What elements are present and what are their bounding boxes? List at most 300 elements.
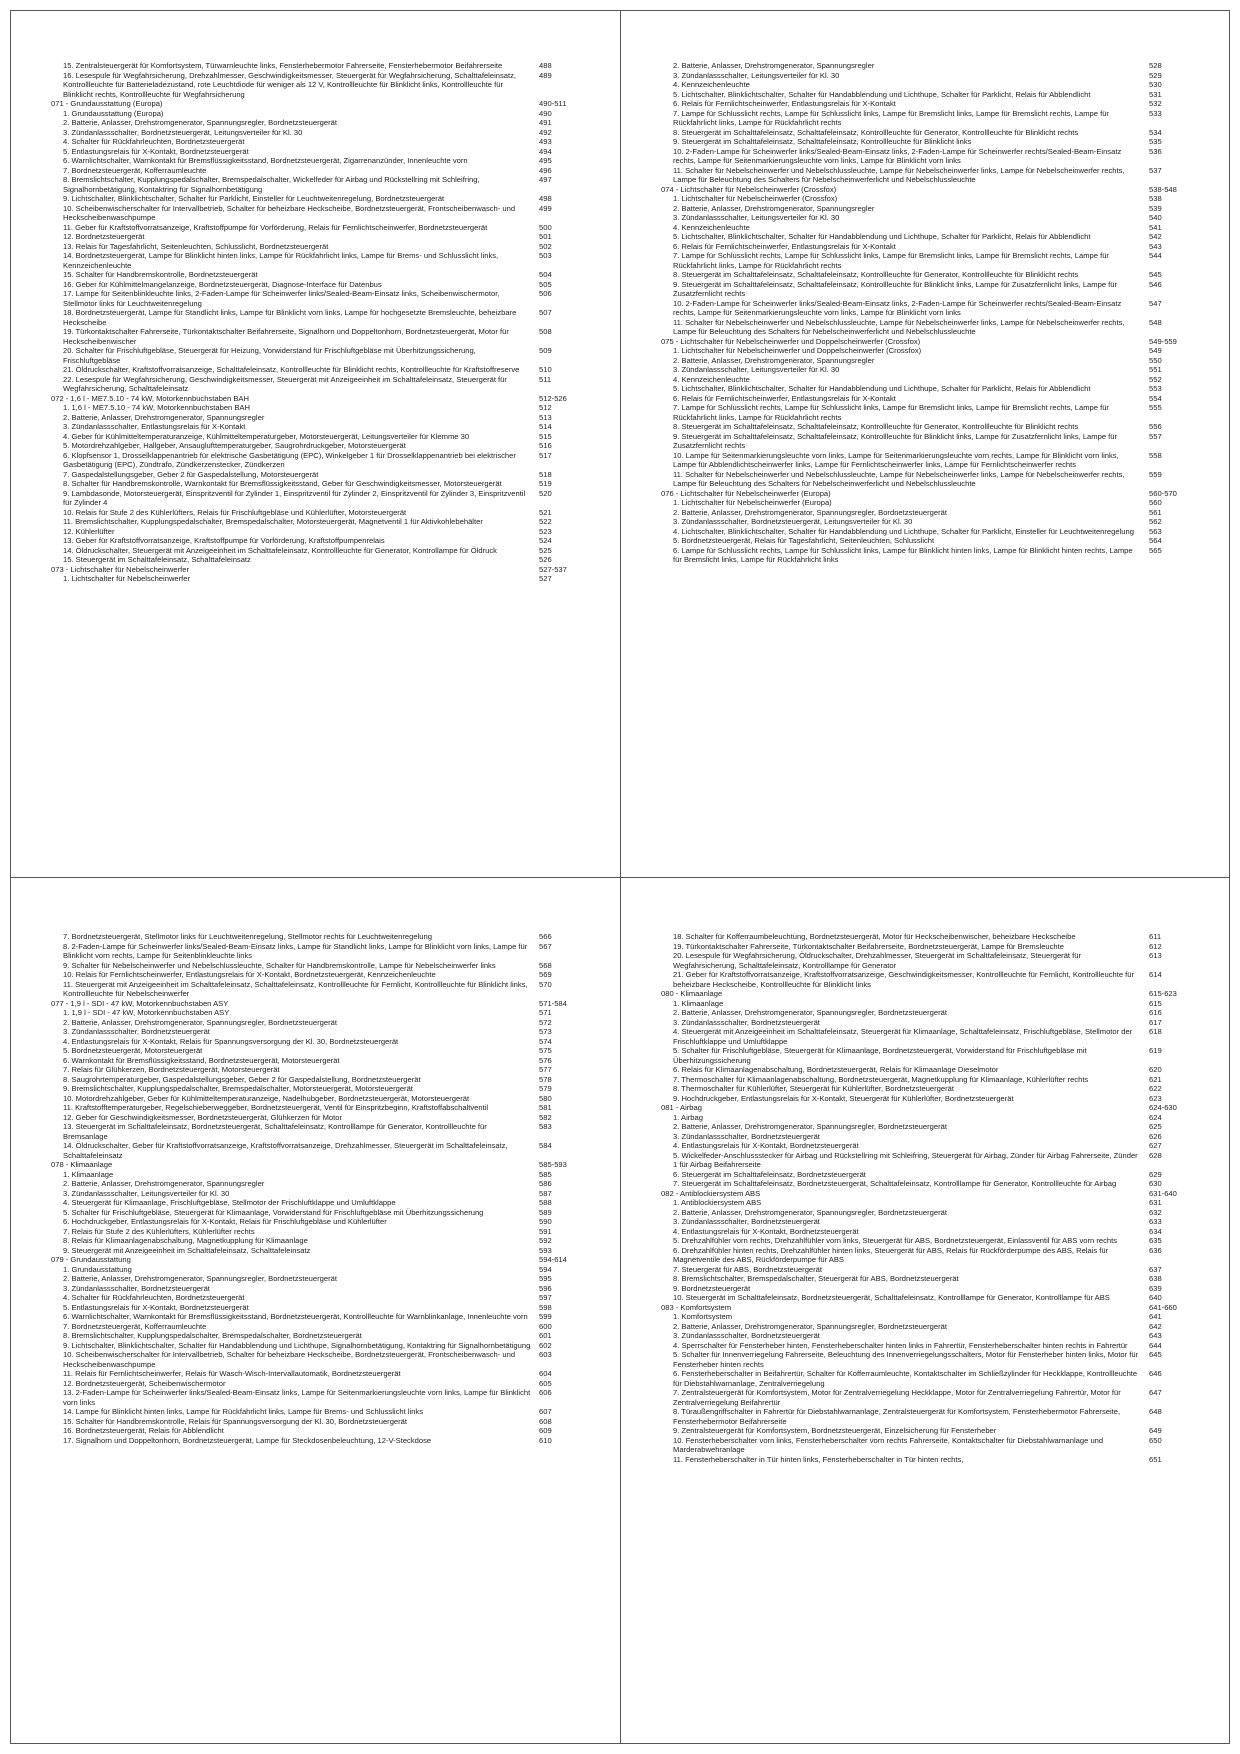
toc-page-number: 609	[539, 1426, 552, 1435]
toc-item	[41, 489, 601, 508]
toc-page-number: 523	[539, 526, 552, 536]
toc-entry-text: 7. Lampe für Schlusslicht rechts, Lampe für Schlusslicht links, Lampe für Bremslicht links, Lampe für Bremslicht rechts, Lampe für Rückfahrlicht links, Lampe für Rückfahrlicht rechts	[673, 251, 1109, 270]
toc-entry-text: 1. Lichtschalter für Nebelscheinwerfer	[63, 574, 191, 583]
toc-page-number: 540	[1149, 213, 1162, 222]
toc-item	[651, 1350, 1211, 1369]
toc-page-number: 509	[539, 346, 552, 355]
toc-section-heading	[651, 989, 1211, 999]
toc-page-number: 544	[1149, 251, 1162, 260]
toc-item	[41, 147, 601, 157]
toc-entry-text: 3. Zündanlassschalter, Bordnetzsteuergerät	[673, 1131, 820, 1141]
toc-page-number: 511	[539, 374, 552, 384]
toc-page-number: 536	[1149, 146, 1162, 156]
toc-entry-text: 3. Zündanlassschalter, Leitungsverteiler für Kl. 30	[673, 70, 840, 80]
toc-item	[41, 479, 601, 489]
toc-page-number: 641	[1149, 1312, 1162, 1321]
toc-entry-text: 14. Öldruckschalter, Steuergerät mit Anzeigeeinheit im Schalttafeleinsatz, Kontrollleuchte für Generator, Kontrollampe für Öldruck	[63, 545, 497, 555]
toc-item	[41, 1037, 601, 1047]
toc-item	[651, 1132, 1211, 1142]
toc-page-number: 512	[539, 403, 552, 412]
toc-entry-text: 6. Relais für Fernlichtscheinwerfer, Entlastungsrelais für X-Kontakt	[673, 393, 896, 403]
toc-entry-text: 1. Grundausstattung (Europa)	[63, 108, 164, 118]
toc-item	[41, 1388, 601, 1407]
toc-page-number: 514	[539, 422, 552, 431]
toc-item	[651, 1065, 1211, 1075]
toc-entry-text: 076 - Lichtschalter für Nebelscheinwerfer (Europa)	[661, 488, 831, 498]
toc-page-number: 517	[539, 450, 552, 460]
toc-item	[651, 1084, 1211, 1094]
toc-entry-text: 12. Bordnetzsteuergerät	[63, 232, 145, 241]
toc-page-number: 489	[539, 70, 552, 80]
toc-item	[41, 1170, 601, 1180]
toc-page-number: 631-640	[1149, 1188, 1177, 1198]
toc-page-number: 531	[1149, 89, 1162, 99]
toc-entry-text: 19. Türkontaktschalter Fahrerseite, Türkontaktschalter Beifahrerseite, Bordnetzsteuergerät, Lampe für Bremsleuchte	[673, 941, 1064, 951]
toc-entry-text: 17. Lampe für Seitenblinkleuchte links, 2-Faden-Lampe für Scheinwerfer links/Sealed-Beam-Einsatz links, Scheibenwischermotor, Stellmotor links für Leuchtweitenregelung	[63, 289, 500, 308]
toc-page-number: 564	[1149, 536, 1162, 545]
toc-entry-text: 3. Zündanlassschalter, Bordnetzsteuergerät	[673, 1217, 820, 1226]
toc-page-number: 488	[539, 61, 552, 70]
toc-page-number: 501	[539, 232, 552, 241]
toc-entry-text: 6. Drehzahlfühler hinten rechts, Drehzahlfühler hinten links, Steuergerät für ABS, Relais für Rückförderpumpe des ABS, Relais für Magnetventile des ABS, Rückförderpumpe für ABS	[673, 1245, 1109, 1264]
toc-entry-text: 2. Batterie, Anlasser, Drehstromgenerator, Spannungsregler, Bordnetzsteuergerät	[673, 1122, 947, 1131]
toc-page-number: 590	[539, 1217, 552, 1226]
toc-item	[41, 1094, 601, 1104]
toc-page-number: 518	[539, 469, 552, 479]
toc-entry-text: 16. Bordnetzsteuergerät, Relais für Abblendlicht	[63, 1426, 224, 1435]
toc-item	[41, 1350, 601, 1369]
toc-entry-text: 10. Fensterheberschalter vorn links, Fensterheberschalter vorn rechts Fahrerseite, Kontaktschalter für Diebstahlwarnanlage und Marderabwehranlage	[673, 1435, 1104, 1454]
toc-page-number: 506	[539, 289, 552, 298]
toc-entry-text: 13. 2-Faden-Lampe für Scheinwerfer links/Sealed-Beam-Einsatz links, Lampe für Seitenmarkierungsleuchte vorn links, Lampe für Blinklicht vorn links	[63, 1388, 531, 1407]
toc-entry-text: 9. Lichtschalter, Blinklichtschalter, Schalter für Parklicht, Einsteller für Leuchtweitenregelung, Bordnetzsteuergerät	[63, 194, 445, 203]
toc-page-number: 545	[1149, 270, 1162, 279]
toc-page-number: 496	[539, 165, 552, 175]
toc-entry-text: 6. Lampe für Schlusslicht rechts, Lampe für Schlusslicht links, Lampe für Blinklicht hinten links, Lampe für Blinklicht hinten rechts, Lampe für Bremslicht links, Lampe für Rückfahrlicht links	[673, 545, 1133, 564]
toc-item	[41, 1436, 601, 1446]
toc-item	[651, 1046, 1211, 1065]
toc-entry-text: 9. Bremslichtschalter, Kupplungspedalschalter, Bremspedalschalter, Motorsteuergerät, Motorsteuergerät	[63, 1084, 413, 1093]
toc-page-number: 593	[539, 1245, 552, 1255]
toc-entry-text: 22. Lesespule für Wegfahrsicherung, Geschwindigkeitsmesser, Steuergerät mit Anzeigeeinheit im Schalttafeleinsatz, Steuergerät für Wegfahrsicherung, Schalttafeleinsatz	[63, 374, 507, 393]
toc-entry-text: 077 - 1,9 l - SDI - 47 kW, Motorkennbuchstaben ASY	[51, 998, 229, 1008]
toc-entry-text: 3. Zündanlassschalter, Bordnetzsteuergerät	[63, 1283, 210, 1293]
toc-item	[651, 232, 1211, 242]
toc-page-number: 570	[539, 979, 552, 989]
toc-entry-text: 14. Lampe für Blinklicht hinten links, Lampe für Rückfahrlicht links, Lampe für Brems- und Schlusslicht links	[63, 1407, 424, 1416]
toc-item	[41, 1122, 601, 1141]
toc-entry-text: 079 - Grundausstattung	[51, 1255, 131, 1264]
toc-entry-text: 1. Grundausstattung	[63, 1264, 132, 1274]
toc-page-number: 552	[1149, 374, 1162, 384]
toc-page-number: 582	[539, 1112, 552, 1122]
toc-entry-text: 073 - Lichtschalter für Nebelscheinwerfer	[51, 564, 190, 574]
toc-entry-text: 10. Relais für Stufe 2 des Kühlerlüfters, Relais für Frischluftgebläse und Kühlerlüfter, Motorsteuergerät	[63, 507, 407, 517]
page-divider-horizontal	[11, 877, 1229, 878]
toc-item	[651, 403, 1211, 422]
toc-item	[651, 422, 1211, 432]
toc-item	[651, 204, 1211, 214]
toc-item	[651, 1151, 1211, 1170]
toc-page-number: 571-584	[539, 998, 567, 1008]
toc-item	[41, 1179, 601, 1189]
toc-entry-text: 1. Lichtschalter für Nebelscheinwerfer (Crossfox)	[673, 194, 838, 203]
toc-item	[41, 980, 601, 999]
toc-page-number: 596	[539, 1283, 552, 1293]
toc-page-number: 589	[539, 1207, 552, 1217]
toc-page-number: 513	[539, 412, 552, 422]
toc-item	[41, 223, 601, 233]
toc-item	[651, 951, 1211, 970]
toc-page-number: 573	[539, 1027, 552, 1036]
toc-item	[651, 299, 1211, 318]
toc-entry-text: 4. Sperrschalter für Fensterheber hinten, Fensterheberschalter hinten links in Fahrertür, Fensterheberschalter hinten rechts in Fahrertür	[673, 1340, 1128, 1350]
toc-page-number: 541	[1149, 222, 1162, 232]
toc-entry-text: 7. Steuergerät im Schalttafeleinsatz, Bordnetzsteuergerät, Schalttafeleinsatz, Kontrolllampe für Generator, Kontrollleuchte für Airbag	[673, 1179, 1117, 1188]
toc-item	[41, 1284, 601, 1294]
toc-entry-text: 1. Klimaanlage	[673, 998, 724, 1008]
toc-page-number: 628	[1149, 1150, 1162, 1160]
toc-page-number: 507	[539, 308, 552, 317]
toc-item	[651, 932, 1211, 942]
toc-page-number: 594-614	[539, 1255, 567, 1264]
toc-page-number: 527	[539, 574, 552, 583]
toc-entry-text: 13. Geber für Kraftstoffvorratsanzeige, Kraftstoffpumpe für Vorförderung, Kraftstoffpumpenrelais	[63, 536, 385, 545]
toc-item	[651, 999, 1211, 1009]
page-bottom-left	[11, 878, 621, 1744]
toc-page-number: 640	[1149, 1293, 1162, 1302]
toc-page-number: 599	[539, 1312, 552, 1321]
toc-item	[41, 1018, 601, 1028]
toc-page-number: 637	[1149, 1264, 1162, 1274]
toc-item	[41, 1246, 601, 1256]
toc-item	[41, 413, 601, 423]
toc-page-number: 622	[1149, 1084, 1162, 1093]
toc-page-number: 529	[1149, 70, 1162, 80]
toc-entry-text: 7. Lampe für Schlusslicht rechts, Lampe für Schlusslicht links, Lampe für Bremslicht links, Lampe für Bremslicht rechts, Lampe für Rückfahrlicht links, Lampe für Rückfahrlicht rechts	[673, 403, 1109, 422]
toc-item	[41, 403, 601, 413]
toc-page-number: 519	[539, 479, 552, 488]
toc-entry-text: 071 - Grundausstattung (Europa)	[51, 99, 163, 108]
toc-entry-text: 082 - Antiblockiersystem ABS	[661, 1188, 761, 1198]
toc-page-number: 612	[1149, 941, 1162, 951]
toc-entry-text: 10. 2-Faden-Lampe für Scheinwerfer links/Sealed-Beam-Einsatz links, 2-Faden-Lampe für Scheinwerfer rechts/Sealed-Beam-Einsatz rechts, Lampe für Seitenmarkierungsleuchte vorn links, Lampe für Blinklicht vorn links	[673, 298, 1122, 317]
toc-entry-text: 2. Batterie, Anlasser, Drehstromgenerator, Spannungsregler	[673, 355, 875, 365]
toc-entry-text: 5. Schalter für Frischluftgebläse, Steuergerät für Klimaanlage, Bordnetzsteuergerät, Vorwiderstand für Frischluftgebläse mit Überhitzungssicherung	[673, 1046, 1087, 1065]
toc-page-number: 601	[539, 1331, 552, 1340]
toc-entry-text: 6. Warnkontakt für Bremsflüssigkeitsstand, Bordnetzsteuergerät, Motorsteuergerät	[63, 1055, 340, 1065]
toc-item	[651, 1018, 1211, 1028]
toc-entry-text: 15. Zentralsteuergerät für Komfortsystem, Türwarnleuchte links, Fensterhebermotor Fahrerseite, Fensterhebermotor Beifahrerseite	[63, 61, 503, 70]
toc-item	[651, 1293, 1211, 1303]
toc-item	[41, 1056, 601, 1066]
toc-entry-text: 2. Batterie, Anlasser, Drehstromgenerator, Spannungsregler	[63, 412, 265, 422]
toc-item	[41, 1417, 601, 1427]
toc-item	[41, 156, 601, 166]
toc-item	[41, 1027, 601, 1037]
toc-item	[41, 574, 601, 584]
toc-item	[41, 970, 601, 980]
toc-item	[651, 1246, 1211, 1265]
toc-item	[651, 194, 1211, 204]
toc-section-heading	[651, 185, 1211, 195]
toc-entry-text: 11. Schalter für Nebelscheinwerfer und Nebelschlussleuchte, Lampe für Nebelscheinwerfer links, Lampe für Nebelscheinwerfer rechts, Lampe für Beleuchtung des Schalters für Nebelscheinwerferlicht und Nebelschlussleuchte	[673, 165, 1125, 184]
toc-page-number: 624	[1149, 1112, 1162, 1122]
toc-item	[651, 1141, 1211, 1151]
toc-entry-text: 4. Steuergerät mit Anzeigeeinheit im Schalttafeleinsatz, Steuergerät für Klimaanlage, Schalttafeleinsatz, Frischluftgebläse, Stellmotor der Frischluftklappe und Umluftklappe	[673, 1027, 1133, 1046]
toc-page-number: 527-537	[539, 564, 567, 574]
toc-entry-text: 074 - Lichtschalter für Nebelscheinwerfer (Crossfox)	[661, 184, 837, 194]
toc-item	[651, 1312, 1211, 1322]
toc-item	[41, 1198, 601, 1208]
toc-page-number: 587	[539, 1188, 552, 1198]
toc-item	[41, 1227, 601, 1237]
toc-item	[41, 1141, 601, 1160]
toc-item	[41, 508, 601, 518]
toc-entry-text: 11. Steuergerät mit Anzeigeeinheit im Schalttafeleinsatz, Schalttafeleinsatz, Kontrollleuchte für Fernlicht, Kontrollleuchte für Blinklicht links, Kontrollleuchte für Nebelscheinwerfer	[63, 979, 528, 998]
toc-page-number: 631	[1149, 1198, 1162, 1207]
toc-item	[651, 71, 1211, 81]
toc-page-number: 505	[539, 279, 552, 289]
toc-item	[41, 194, 601, 204]
toc-item	[41, 432, 601, 442]
toc-entry-text: 9. Lambdasonde, Motorsteuergerät, Einspritzventil für Zylinder 1, Einspritzventil für Zylinder 2, Einspritzventil für Zylinder 3, Einspritzventil für Zylinder 4	[63, 488, 526, 507]
toc-page-number: 645	[1149, 1350, 1162, 1359]
toc-page-number: 537	[1149, 165, 1162, 175]
toc-item	[651, 80, 1211, 90]
toc-item	[651, 1208, 1211, 1218]
toc-entry-text: 081 - Airbag	[661, 1103, 702, 1112]
toc-page-number: 530	[1149, 80, 1162, 89]
toc-entry-text: 6. Warnlichtschalter, Warnkontakt für Bremsflüssigkeitsstand, Bordnetzsteuergerät, Kontrollleuchte für Warnblinkanlage, Innenleuchte vorn	[63, 1312, 528, 1321]
toc-entry-text: 8. Relais für Klimaanlagenabschaltung, Magnetkupplung für Klimaanlage	[63, 1236, 308, 1245]
toc-page-number: 520	[539, 488, 552, 498]
toc-entry-text: 7. Bordnetzsteuergerät, Kofferraumleuchte	[63, 165, 207, 175]
toc-item	[41, 1084, 601, 1094]
toc-section-heading	[41, 999, 601, 1009]
toc-page-number: 607	[539, 1407, 552, 1416]
toc-entry-text: 4. Schalter für Rückfahrleuchten, Bordnetzsteuergerät	[63, 1293, 245, 1302]
toc-entry-text: 14. Bordnetzsteuergerät, Lampe für Blinklicht hinten links, Lampe für Rückfahrlicht links, Lampe für Brems- und Schlusslicht links, Kennzeichenleuchte	[63, 251, 499, 270]
toc-item	[41, 166, 601, 176]
toc-item	[41, 109, 601, 119]
toc-page-number: 572	[539, 1017, 552, 1027]
toc-entry-text: 4. Steuergerät für Klimaanlage, Frischluftgebläse, Stellmotor der Frischluftklappe und Umluftklappe	[63, 1198, 396, 1207]
toc-item	[651, 546, 1211, 565]
toc-entry-text: 6. Klopfsensor 1, Drosselklappenantrieb für elektrische Gasbetätigung (EPC), Winkelgeber 1 für Drosselklappenantrieb bei elektrischer Gasbetätigung (EPC), Zündtrafo, Zündkerzenstecker, Zündkerzen	[63, 450, 516, 469]
toc-page-number: 538-548	[1149, 184, 1177, 194]
toc-entry-text: 5. Entlastungsrelais für X-Kontakt, Bordnetzsteuergerät	[63, 146, 249, 156]
toc-item	[651, 1274, 1211, 1284]
toc-page-number: 528	[1149, 61, 1162, 70]
page-bottom-right	[621, 878, 1231, 1744]
toc-page-number: 510	[539, 365, 552, 374]
toc-section-heading	[651, 1189, 1211, 1199]
toc-page-number: 490	[539, 108, 552, 118]
toc-item	[41, 375, 601, 394]
toc-page-number: 525	[539, 545, 552, 555]
toc-page-number: 615	[1149, 998, 1162, 1008]
toc-item	[651, 498, 1211, 508]
toc-page-number: 566	[539, 932, 552, 941]
toc-page-number: 502	[539, 241, 552, 251]
toc-entry-text: 5. Motordrehzahlgeber, Hallgeber, Ansauglufttemperaturgeber, Saugrohrdruckgeber, Motorsteuergerät	[63, 441, 406, 450]
toc-page-number: 497	[539, 175, 552, 184]
toc-page-number: 569	[539, 970, 552, 979]
toc-item	[651, 1122, 1211, 1132]
toc-item	[41, 232, 601, 242]
toc-entry-text: 3. Zündanlassschalter, Bordnetzsteuergerät, Leitungsverteiler für Kl. 30	[63, 127, 303, 137]
toc-entry-text: 9. Hochdruckgeber, Entlastungsrelais für X-Kontakt, Steuergerät für Kühlerlüfter, Bordnetzsteuergerät	[673, 1093, 1014, 1103]
toc-page-number: 554	[1149, 393, 1162, 403]
toc-entry-text: 4. Kennzeichenleuchte	[673, 374, 750, 384]
toc-page-number: 575	[539, 1046, 552, 1055]
toc-entry-text: 11. Bremslichtschalter, Kupplungspedalschalter, Bremspedalschalter, Motorsteuergerät, Magnetventil 1 für Aktivkohlebehälter	[63, 517, 483, 526]
toc-page-number: 543	[1149, 241, 1162, 251]
toc-page-number: 576	[539, 1055, 552, 1065]
toc-page-number: 633	[1149, 1217, 1162, 1226]
toc-entry-text: 8. Schalter für Handbremskontrolle, Warnkontakt für Bremsflüssigkeitsstand, Geber für Geschwindigkeitsmesser, Motorsteuergerät	[63, 479, 502, 488]
toc-item	[41, 61, 601, 71]
toc-entry-text: 10. Lampe für Seitenmarkierungsleuchte vorn links, Lampe für Seitenmarkierungsleuchte vorn rechts, Lampe für Blinklicht vorn links, Lampe für Abblendlichtscheinwerfer links, Lampe für Fernlichtscheinwerfer links, Lampe für Fernlichtscheinwerfer rechts	[673, 450, 1119, 469]
toc-item	[651, 1426, 1211, 1436]
toc-page-number: 500	[539, 222, 552, 232]
toc-item	[41, 71, 601, 100]
toc-entry-text: 7. Relais für Glühkerzen, Bordnetzsteuergerät, Motorsteuergerät	[63, 1065, 280, 1074]
toc-page-number: 579	[539, 1084, 552, 1093]
toc-page-number: 641-660	[1149, 1302, 1177, 1312]
toc-item	[651, 346, 1211, 356]
toc-entry-text: 12. Bordnetzsteuergerät, Scheibenwischermotor	[63, 1378, 226, 1388]
toc-item	[41, 546, 601, 556]
toc-item	[41, 327, 601, 346]
toc-section-heading	[651, 489, 1211, 499]
toc-page-number: 621	[1149, 1074, 1162, 1084]
toc-entry-text: 8. Bremslichtschalter, Kupplungspedalschalter, Bremspedalschalter, Wickelfeder für Airbag und Rückstellring mit Schleifring, Signalhornbetätigung, Kontaktring für Signalhornbetätigung	[63, 175, 480, 194]
toc-entry-text: 5. Lichtschalter, Blinklichtschalter, Schalter für Handabblendung und Lichthupe, Schalter für Parklicht, Relais für Abblendlicht	[673, 232, 1091, 241]
toc-entry-text: 3. Zündanlassschalter, Leitungsverteiler für Kl. 30	[673, 365, 840, 374]
toc-entry-text: 1. Klimaanlage	[63, 1169, 114, 1179]
toc-item	[651, 970, 1211, 989]
toc-item	[41, 1217, 601, 1227]
toc-entry-text: 10. Relais für Fernlichtscheinwerfer, Entlastungsrelais für X-Kontakt, Bordnetzsteuergerät, Kennzeichenleuchte	[63, 970, 436, 979]
toc-page-number: 561	[1149, 507, 1162, 517]
toc-entry-text: 2. Batterie, Anlasser, Drehstromgenerator, Spannungsregler, Bordnetzsteuergerät	[63, 118, 337, 127]
toc-entry-text: 21. Geber für Kraftstoffvorratsanzeige, Kraftstoffvorratsanzeige, Geschwindigkeitsmesser, Kontrollleuchte für Fernlicht, Kontrollleuchte für beheizbare Heckscheibe, Kontrollleuchte für Blinklicht links	[673, 970, 1135, 989]
toc-page-number: 546	[1149, 279, 1162, 289]
toc-list	[651, 932, 1211, 1464]
toc-entry-text: 072 - 1,6 l - ME7.5.10 - 74 kW, Motorkennbuchstaben BAH	[51, 393, 249, 403]
toc-page-number: 616	[1149, 1008, 1162, 1017]
toc-item	[41, 289, 601, 308]
toc-entry-text: 12. Kühlerlüfter	[63, 526, 115, 536]
toc-item	[651, 1075, 1211, 1085]
toc-item	[41, 1189, 601, 1199]
toc-entry-text: 083 - Komfortsystem	[661, 1302, 732, 1312]
toc-page-number: 649	[1149, 1426, 1162, 1435]
toc-page-number: 643	[1149, 1331, 1162, 1340]
toc-entry-text: 15. Schalter für Handbremskontrolle, Relais für Spannungsversorgung der Kl. 30, Bordnetzsteuergerät	[63, 1416, 408, 1426]
toc-page-number: 571	[539, 1008, 552, 1017]
toc-page-number: 515	[539, 431, 552, 441]
toc-item	[41, 1369, 601, 1379]
toc-page-number: 568	[539, 960, 552, 970]
toc-page-number: 491	[539, 118, 552, 127]
toc-page-number: 503	[539, 251, 552, 260]
toc-item	[651, 137, 1211, 147]
toc-entry-text: 9. Lichtschalter, Blinklichtschalter, Schalter für Handabblendung und Lichthupe, Signalhornbetätigung, Kontaktring für Signalhornbetätigung	[63, 1340, 531, 1350]
toc-entry-text: 8. Bremslichtschalter, Bremspedalschalter, Steuergerät für ABS, Bordnetzsteuergerät	[673, 1274, 959, 1283]
toc-item	[41, 1303, 601, 1313]
toc-item	[41, 1341, 601, 1351]
toc-entry-text: 10. Scheibenwischerschalter für Intervallbetrieb, Schalter für beheizbare Heckscheibe, Bordnetzsteuergerät, Frontscheibenwasch- und Heckscheibenwaschpumpe	[63, 1350, 516, 1369]
toc-item	[41, 251, 601, 270]
toc-entry-text: 075 - Lichtschalter für Nebelscheinwerfer und Doppelscheinwerfer (Crossfox)	[661, 336, 921, 346]
toc-page-number: 613	[1149, 951, 1162, 960]
toc-item	[651, 1113, 1211, 1123]
toc-item	[41, 1312, 601, 1322]
toc-item	[651, 318, 1211, 337]
toc-page-number: 583	[539, 1122, 552, 1131]
toc-page-number: 553	[1149, 384, 1162, 393]
toc-page-number: 595	[539, 1274, 552, 1283]
toc-page-number: 623	[1149, 1093, 1162, 1103]
toc-entry-text: 1. Komfortsystem	[673, 1312, 733, 1321]
toc-page-number: 498	[539, 194, 552, 203]
toc-section-heading	[651, 337, 1211, 347]
toc-page-number: 521	[539, 507, 552, 517]
toc-page-number: 624-630	[1149, 1103, 1177, 1112]
toc-page-number: 648	[1149, 1407, 1162, 1416]
toc-page-number: 548	[1149, 317, 1162, 327]
toc-entry-text: 15. Steuergerät im Schalttafeleinsatz, Schalttafeleinsatz	[63, 555, 251, 564]
toc-entry-text: 4. Lichtschalter, Blinklichtschalter, Schalter für Handabblendung und Lichthupe, Schalter für Parklicht, Einsteller für Leuchtweitenregelung	[673, 526, 1134, 536]
toc-item	[41, 1331, 601, 1341]
toc-entry-text: 5. Lichtschalter, Blinklichtschalter, Schalter für Handabblendung und Lichthupe, Schalter für Parklicht, Relais für Abblendlicht	[673, 384, 1091, 393]
toc-entry-text: 4. Entlastungsrelais für X-Kontakt, Relais für Spannungsversorgung der Kl. 30, Bordnetzsteuergerät	[63, 1036, 399, 1046]
toc-item	[651, 270, 1211, 280]
toc-entry-text: 13. Relais für Tagesfahrlicht, Seitenleuchten, Schlusslicht, Bordnetzsteuergerät	[63, 241, 329, 251]
toc-entry-text: 3. Zündanlassschalter, Entlastungsrelais für X-Kontakt	[63, 422, 246, 431]
toc-item	[41, 555, 601, 565]
toc-item	[651, 508, 1211, 518]
toc-item	[651, 1179, 1211, 1189]
toc-item	[41, 517, 601, 527]
toc-entry-text: 2. Batterie, Anlasser, Drehstromgenerator, Spannungsregler, Bordnetzsteuergerät	[673, 1207, 947, 1217]
toc-section-heading	[651, 1303, 1211, 1313]
toc-item	[651, 166, 1211, 185]
toc-page-number: 634	[1149, 1226, 1162, 1236]
toc-item	[41, 270, 601, 280]
toc-page-number: 626	[1149, 1131, 1162, 1141]
toc-page-number: 560-570	[1149, 488, 1177, 498]
toc-item	[651, 1407, 1211, 1426]
toc-entry-text: 8. Türaußengriffschalter in Fahrertür für Diebstahlwarnanlage, Zentralsteuergerät für Komfortsystem, Fensterhebermotor Fahrerseite, Fensterhebermotor Beifahrerseite	[673, 1407, 1121, 1426]
toc-item	[651, 451, 1211, 470]
toc-entry-text: 7. Bordnetzsteuergerät, Kofferraumleuchte	[63, 1321, 207, 1331]
toc-page-number: 560	[1149, 498, 1162, 507]
toc-section-heading	[41, 1160, 601, 1170]
toc-page-number: 562	[1149, 517, 1162, 526]
toc-entry-text: 9. Steuergerät im Schalttafeleinsatz, Schalttafeleinsatz, Kontrollleuchte für Blinklicht links, Lampe für Zusatzfernlicht links, Lampe für Zusatzfernlicht rechts	[673, 431, 1118, 450]
toc-item	[651, 99, 1211, 109]
toc-item	[41, 175, 601, 194]
toc-page-number: 627	[1149, 1141, 1162, 1150]
toc-page-number: 650	[1149, 1435, 1162, 1445]
toc-item	[651, 1265, 1211, 1275]
toc-page-number: 556	[1149, 422, 1162, 431]
toc-page-number: 585	[539, 1169, 552, 1179]
